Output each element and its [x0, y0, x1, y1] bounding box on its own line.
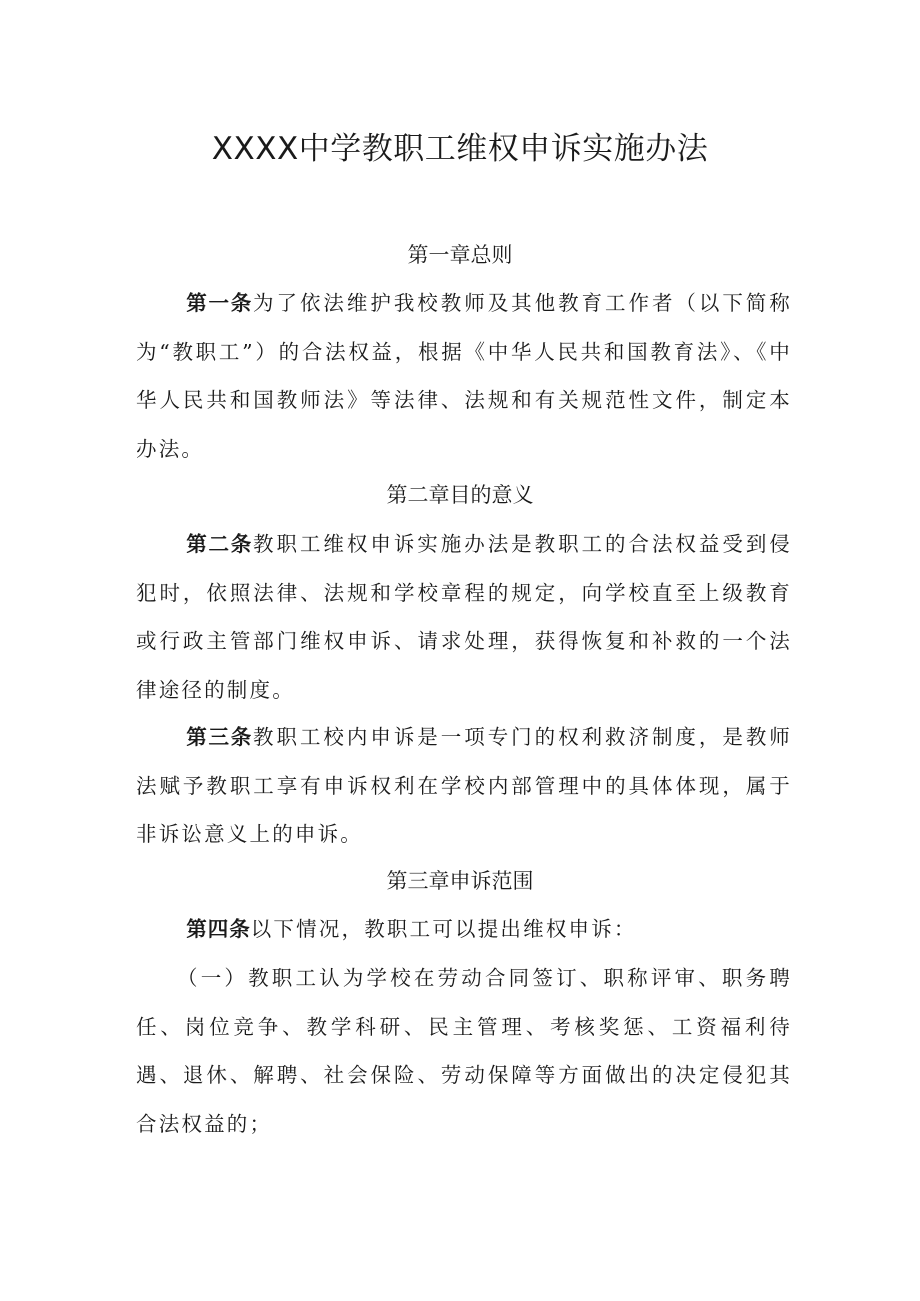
chapter-heading-scope: 第三章申诉范围	[386, 869, 534, 893]
article-3	[136, 713, 792, 859]
article-2	[136, 520, 792, 714]
document-title: XXXX中学教职工维权申诉实施办法	[211, 131, 709, 167]
article-text: 教职工校内申诉是一项专门的权利救济制度，是教师法赋予教职工享有申诉权利在学校内部管理中的具体体现，属于非诉讼意义上的申诉。	[136, 725, 793, 846]
article-text: 教职工维权申诉实施办法是教职工的合法权益受到侵犯时，依照法律、法规和学校章程的规定，向学校直至上级教育或行政主管部门维权申诉、请求处理，获得恢复和补救的一个法律途径的制度。	[136, 532, 793, 702]
article-text: 以下情况，教职工可以提出维权申诉：	[250, 917, 637, 941]
scope-item-1: （一）教职工认为学校在劳动合同签订、职称评审、职务聘任、岗位竞争、教学科研、民主管理、考核奖惩、工资福利待遇、退休、解聘、社会保险、劳动保障等方面做出的决定侵犯其合法权益的；	[136, 966, 792, 1136]
chapter-heading-purpose: 第二章目的意义	[386, 483, 534, 507]
article-4	[136, 905, 792, 954]
chapter-heading-general: 第一章总则	[407, 243, 513, 267]
article-1	[136, 279, 792, 473]
article-number: 第二条	[186, 532, 254, 556]
article-number: 第一条	[186, 291, 254, 315]
article-number: 第四条	[186, 917, 251, 941]
article-text: 为了依法维护我校教师及其他教育工作者（以下简称为“教职工”）的合法权益，根据《中华人民共和国教育法》、《中华人民共和国教师法》等法律、法规和有关规范性文件，制定本办法。	[136, 291, 793, 461]
article-number: 第三条	[186, 725, 254, 749]
